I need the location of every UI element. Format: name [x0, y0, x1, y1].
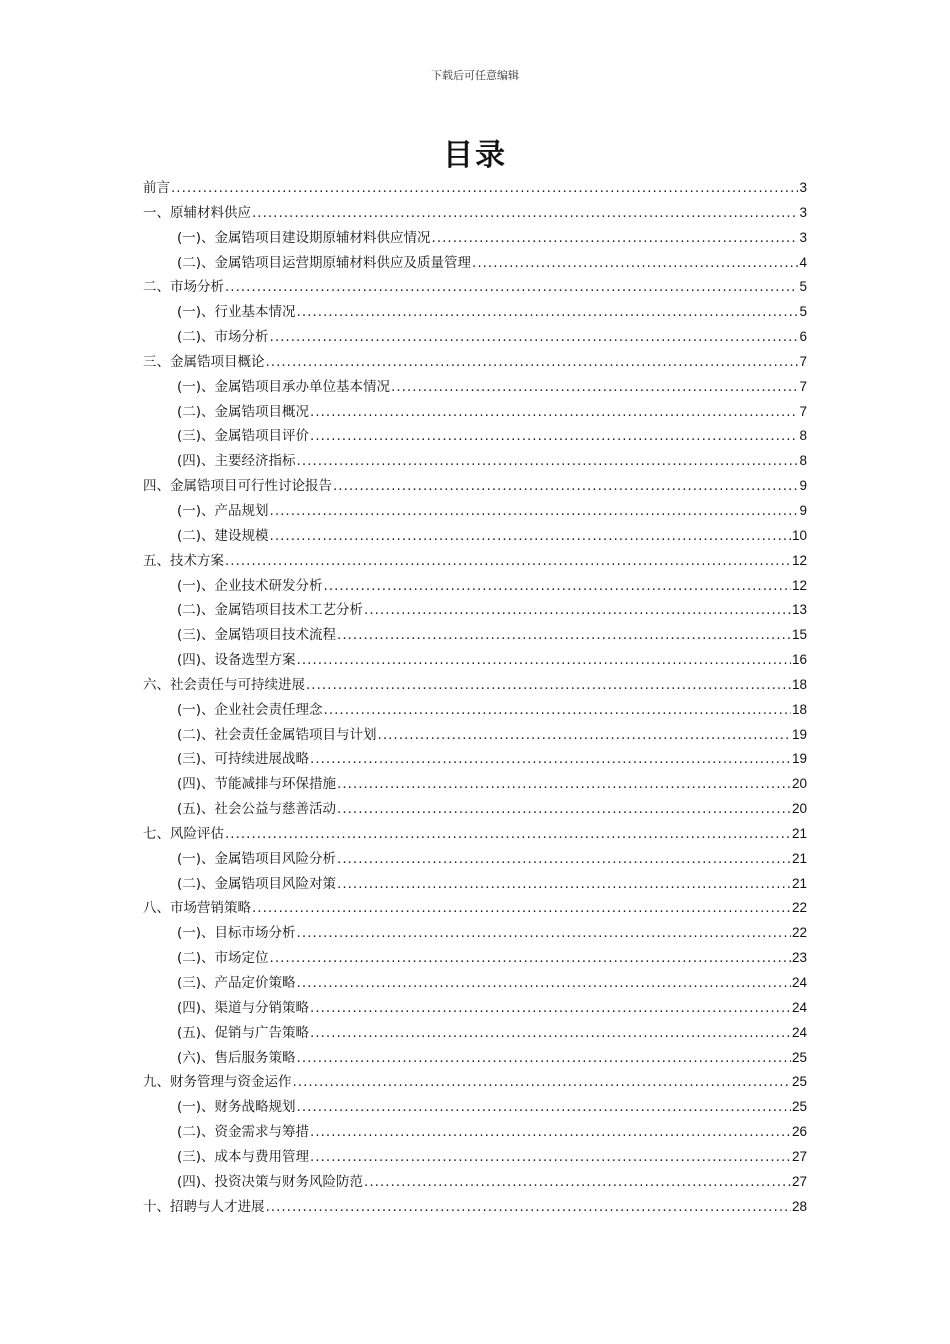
dot-leader: [310, 996, 791, 1021]
toc-subentry[interactable]: [143, 226, 807, 251]
toc-subentry[interactable]: [143, 499, 807, 524]
toc-entry-label: (二)、社会责任金属锆项目与计划: [177, 726, 377, 743]
dot-leader: [324, 574, 791, 599]
toc-entry-page: 25: [791, 1074, 807, 1090]
dot-leader: [432, 226, 799, 251]
dot-leader: [270, 325, 799, 350]
dot-leader: [337, 797, 791, 822]
toc-entry[interactable]: [143, 1070, 807, 1095]
toc-entry-page: 5: [799, 304, 807, 320]
toc-subentry[interactable]: [143, 921, 807, 946]
toc-entry-label: (一)、企业技术研发分析: [177, 577, 323, 594]
toc-entry-page: 5: [799, 279, 807, 295]
toc-entry-page: 7: [799, 378, 807, 394]
toc-entry-page: 8: [799, 428, 807, 444]
dot-leader: [297, 648, 791, 673]
toc-entry-page: 19: [791, 726, 807, 742]
toc-entry-page: 9: [799, 502, 807, 518]
toc-entry-label: (一)、产品规划: [177, 502, 269, 519]
dot-leader: [310, 1145, 791, 1170]
toc-entry-label: 六、社会责任与可持续进展: [143, 676, 305, 693]
toc-entry-page: 7: [799, 403, 807, 419]
toc-entry-page: 28: [791, 1198, 807, 1214]
toc-entry-label: (二)、金属锆项目风险对策: [177, 875, 337, 892]
toc-entry[interactable]: [143, 673, 807, 698]
toc-subentry[interactable]: [143, 971, 807, 996]
toc-entry-label: (一)、财务战略规划: [177, 1099, 296, 1116]
toc-subentry[interactable]: [143, 946, 807, 971]
toc-entry-page: 18: [791, 676, 807, 692]
toc-entry-page: 23: [791, 950, 807, 966]
dot-leader: [310, 400, 798, 425]
toc-entry[interactable]: [143, 822, 807, 847]
toc-entry-label: (四)、主要经济指标: [177, 453, 296, 470]
dot-leader: [252, 201, 798, 226]
toc-subentry[interactable]: [143, 872, 807, 897]
dot-leader: [225, 275, 798, 300]
dot-leader: [337, 872, 791, 897]
dot-leader: [297, 449, 799, 474]
toc-entry-page: 26: [791, 1124, 807, 1140]
toc-subentry[interactable]: [143, 524, 807, 549]
toc-subentry[interactable]: [143, 847, 807, 872]
toc-entry-page: 3: [799, 204, 807, 220]
header-note: 下载后可任意编辑: [431, 69, 519, 82]
toc-entry-page: 22: [791, 925, 807, 941]
toc-entry-page: 24: [791, 975, 807, 990]
dot-leader: [333, 474, 798, 499]
toc-entry-label: (三)、金属锆项目技术流程: [177, 627, 337, 644]
toc-subentry[interactable]: [143, 797, 807, 822]
dot-leader: [225, 549, 791, 574]
toc-entry-label: (二)、市场定位: [177, 950, 269, 967]
toc-entry-page: 13: [791, 602, 807, 618]
toc-entry-page: 21: [791, 875, 807, 891]
toc-entry-page: 12: [791, 552, 807, 568]
toc-entry-label: (五)、社会公益与慈善活动: [177, 801, 337, 818]
toc-entry-label: 四、金属锆项目可行性讨论报告: [143, 478, 332, 495]
dot-leader: [270, 499, 799, 524]
toc-subentry[interactable]: [143, 1021, 807, 1046]
toc-entry-label: (二)、建设规模: [177, 527, 269, 544]
dot-leader: [310, 747, 791, 772]
toc-subentry[interactable]: [143, 723, 807, 748]
toc-subentry[interactable]: [143, 772, 807, 797]
toc-subentry[interactable]: [143, 747, 807, 772]
toc-entry-label: (二)、资金需求与筹措: [177, 1124, 310, 1141]
toc-subentry[interactable]: [143, 424, 807, 449]
toc-entry-label: 五、技术方案: [143, 552, 224, 569]
toc-entry-page: 15: [791, 627, 807, 643]
toc-subentry[interactable]: [143, 1145, 807, 1170]
dot-leader: [337, 847, 791, 872]
toc-entry-label: (一)、行业基本情况: [177, 304, 296, 321]
toc-entry-page: 21: [791, 825, 807, 841]
toc-entry-label: (四)、渠道与分销策略: [177, 999, 310, 1016]
toc-entry-page: 3: [799, 180, 807, 195]
toc-entry-label: 十、招聘与人才进展: [143, 1198, 265, 1215]
toc-entry[interactable]: [143, 549, 807, 574]
dot-leader: [364, 598, 791, 623]
toc-entry-page: 25: [791, 1049, 807, 1065]
dot-leader: [378, 723, 791, 748]
toc-subentry[interactable]: [143, 598, 807, 623]
toc-entry-page: 8: [799, 453, 807, 469]
toc-entry-page: 27: [791, 1173, 807, 1189]
dot-leader: [252, 896, 791, 921]
dot-leader: [270, 946, 791, 971]
toc-entry-label: 八、市场营销策略: [143, 900, 251, 917]
toc-entry-page: 4: [799, 254, 807, 270]
toc-entry[interactable]: [143, 275, 807, 300]
toc-entry[interactable]: [143, 1195, 807, 1220]
toc-entry[interactable]: [143, 896, 807, 921]
toc-entry[interactable]: [143, 201, 807, 226]
toc-entry-label: (三)、产品定价策略: [177, 975, 296, 991]
toc-entry-label: (四)、设备选型方案: [177, 652, 296, 669]
toc-subentry[interactable]: [143, 1046, 807, 1071]
toc-entry-page: 9: [799, 478, 807, 494]
toc-entry-page: 20: [791, 776, 807, 792]
dot-leader: [310, 1021, 791, 1046]
toc-entry-label: (一)、目标市场分析: [177, 925, 296, 942]
toc-subentry[interactable]: [143, 1120, 807, 1145]
dot-leader: [266, 1195, 791, 1220]
dot-leader: [337, 772, 791, 797]
dot-leader: [364, 1170, 791, 1195]
toc-entry-page: 10: [791, 527, 807, 543]
toc-entry-page: 21: [791, 850, 807, 866]
toc-entry-page: 6: [799, 329, 807, 345]
toc-entry-page: 24: [791, 999, 807, 1015]
toc-entry-label: (二)、金属锆项目概况: [177, 403, 310, 420]
toc-subentry[interactable]: [143, 251, 807, 276]
toc-entry-label: (三)、金属锆项目评价: [177, 428, 310, 445]
dot-leader: [472, 251, 798, 276]
toc-subentry[interactable]: [143, 400, 807, 425]
toc-entry-label: (二)、金属锆项目运营期原辅材料供应及质量管理: [177, 254, 472, 271]
toc-entry-label: (四)、节能减排与环保措施: [177, 776, 337, 793]
dot-leader: [391, 375, 798, 400]
toc-entry-label: (三)、成本与费用管理: [177, 1148, 310, 1165]
dot-leader: [297, 1095, 791, 1120]
dot-leader: [266, 350, 799, 375]
dot-leader: [270, 524, 791, 549]
toc-subentry[interactable]: [143, 574, 807, 599]
toc-entry-page: 7: [799, 353, 807, 369]
toc-entry[interactable]: [143, 474, 807, 499]
toc-entry-label: (六)、售后服务策略: [177, 1049, 296, 1066]
toc-entry-page: 25: [791, 1099, 807, 1115]
toc-subentry[interactable]: [143, 623, 807, 648]
toc-entry-label: 九、财务管理与资金运作: [143, 1074, 292, 1091]
dot-leader: [297, 1046, 791, 1071]
toc-entry-label: (一)、金属锆项目承办单位基本情况: [177, 378, 391, 395]
toc-subentry[interactable]: [143, 996, 807, 1021]
toc-entry-label: (四)、投资决策与财务风险防范: [177, 1173, 364, 1190]
toc-entry-label: (三)、可持续进展战略: [177, 751, 310, 768]
toc-entry-page: 27: [791, 1148, 807, 1164]
toc-entry-label: (一)、企业社会责任理念: [177, 701, 323, 718]
toc-entry-label: (一)、金属锆项目建设期原辅材料供应情况: [177, 229, 431, 246]
toc-entry-label: 三、金属锆项目概论: [143, 353, 265, 370]
dot-leader: [297, 921, 791, 946]
toc-entry-page: 22: [791, 900, 807, 916]
toc-entry-page: 16: [791, 652, 807, 668]
dot-leader: [337, 623, 791, 648]
toc-entry[interactable]: [143, 176, 807, 201]
toc-entry-label: (二)、市场分析: [177, 329, 269, 346]
dot-leader: [293, 1070, 791, 1095]
dot-leader: [310, 1120, 791, 1145]
toc-entry-label: 七、风险评估: [143, 825, 224, 842]
toc-subentry[interactable]: [143, 648, 807, 673]
toc-entry-page: 12: [791, 577, 807, 593]
dot-leader: [297, 971, 791, 996]
table-of-contents: [143, 176, 807, 1219]
dot-leader: [225, 822, 791, 847]
toc-entry-page: 3: [799, 229, 807, 245]
toc-subentry[interactable]: [143, 698, 807, 723]
toc-entry-label: (五)、促销与广告策略: [177, 1024, 310, 1041]
toc-title: 目录: [443, 138, 507, 173]
toc-subentry[interactable]: [143, 1170, 807, 1195]
toc-entry-label: (二)、金属锆项目技术工艺分析: [177, 602, 364, 619]
toc-subentry[interactable]: [143, 300, 807, 325]
toc-entry-page: 24: [791, 1024, 807, 1040]
toc-entry[interactable]: [143, 350, 807, 375]
toc-entry-page: 19: [791, 751, 807, 767]
toc-subentry[interactable]: [143, 1095, 807, 1120]
toc-subentry[interactable]: [143, 375, 807, 400]
toc-entry-label: 前言: [143, 180, 170, 196]
toc-entry-label: 一、原辅材料供应: [143, 204, 251, 221]
toc-entry-label: (一)、金属锆项目风险分析: [177, 850, 337, 867]
toc-entry-label: 二、市场分析: [143, 279, 224, 296]
dot-leader: [297, 300, 799, 325]
dot-leader: [324, 698, 791, 723]
toc-entry-page: 18: [791, 701, 807, 717]
dot-leader: [306, 673, 791, 698]
dot-leader: [171, 176, 798, 201]
toc-subentry[interactable]: [143, 449, 807, 474]
dot-leader: [310, 424, 798, 449]
toc-entry-page: 20: [791, 801, 807, 817]
toc-subentry[interactable]: [143, 325, 807, 350]
